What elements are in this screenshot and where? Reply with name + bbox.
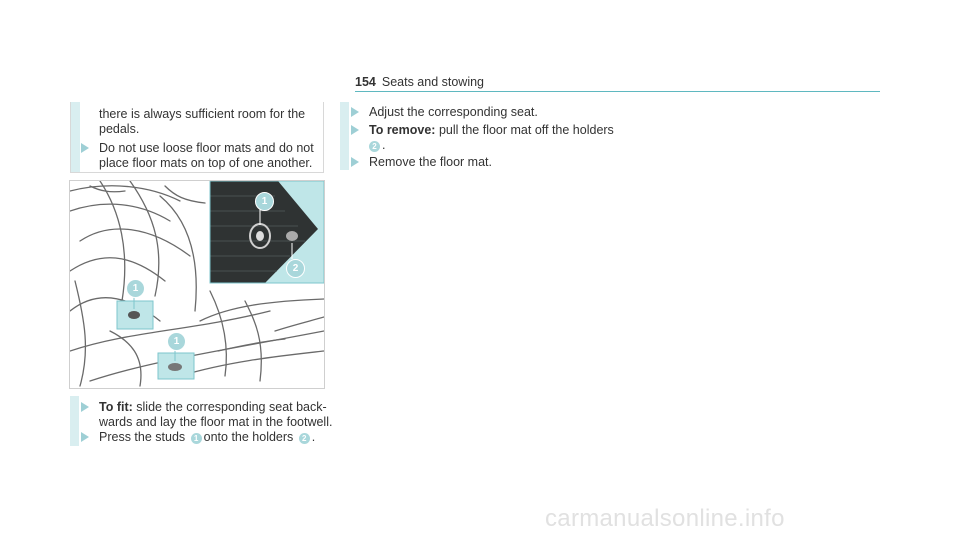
press-text-1: Press the studs	[99, 430, 186, 444]
bullet-arrow-icon	[81, 432, 89, 442]
remove-text-2: .	[382, 138, 386, 152]
bullet-arrow-icon	[81, 143, 89, 153]
note-bullet-text-1: Do not use loose floor mats and do not	[99, 141, 314, 155]
step-accent-bar	[70, 396, 79, 446]
callout-stud-1: 1	[126, 279, 145, 298]
floor-mat-illustration	[69, 180, 325, 389]
holder-badge: 2	[299, 433, 310, 444]
remove-text-1: pull the floor mat off the holders	[438, 123, 614, 137]
fit-text-1: slide the corresponding seat back-	[136, 400, 327, 414]
callout-stud-inset: 1	[255, 192, 274, 211]
stud-badge: 1	[191, 433, 202, 444]
remove-mat-step: Remove the floor mat.	[369, 155, 492, 169]
step-accent-bar	[340, 102, 349, 170]
section-title: Seats and stowing	[381, 75, 485, 89]
remove-step-line-2	[367, 138, 385, 152]
note-text-1: there is always sufficient room for the	[99, 107, 306, 121]
note-accent-bar	[71, 102, 80, 172]
footwell-drawing	[70, 181, 324, 388]
note-bullet-text-2: place floor mats on top of one another.	[99, 156, 313, 170]
header-rule	[355, 91, 880, 92]
press-step	[99, 430, 315, 444]
bullet-arrow-icon	[351, 157, 359, 167]
header-text	[355, 75, 484, 89]
remove-label: To remove:	[369, 123, 436, 137]
callout-stud-2: 1	[167, 332, 186, 351]
watermark: carmanualsonline.info	[545, 505, 785, 532]
fit-label: To fit:	[99, 400, 133, 414]
adjust-step: Adjust the corresponding seat.	[369, 105, 538, 119]
bullet-arrow-icon	[81, 402, 89, 412]
remove-step-line-1	[369, 123, 614, 137]
note-text-2: pedals.	[99, 122, 140, 136]
fit-step-line-1	[99, 400, 327, 414]
fit-step-line-2: wards and lay the floor mat in the footwell.	[99, 415, 333, 429]
press-text-3: .	[311, 430, 316, 444]
bullet-arrow-icon	[351, 125, 359, 135]
holder-badge: 2	[369, 141, 380, 152]
bullet-arrow-icon	[351, 107, 359, 117]
press-text-2: onto the holders	[203, 430, 294, 444]
callout-holder-inset: 2	[286, 259, 305, 278]
page-number: 154	[355, 75, 376, 89]
